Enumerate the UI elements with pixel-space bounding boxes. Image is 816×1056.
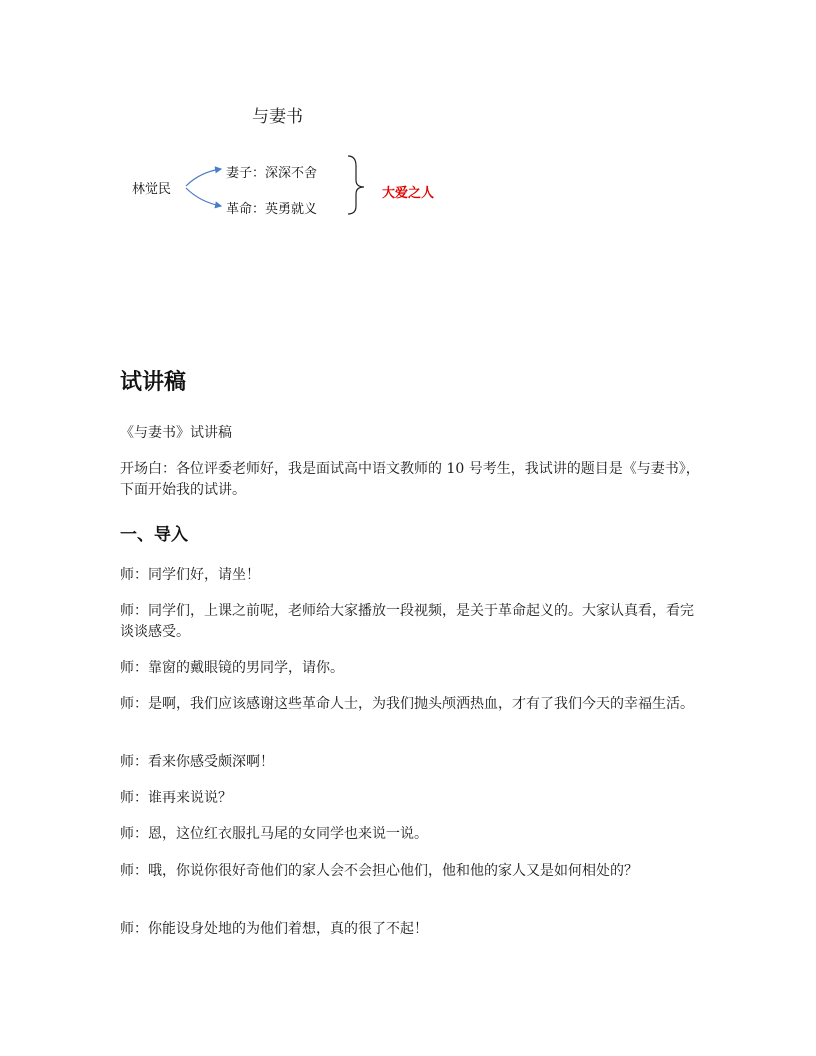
dialogue-line: 师：哦，你说你很好奇他们的家人会不会担心他们，他和他的家人又是如何相处的？ bbox=[120, 863, 638, 879]
dialogue-line: 师：谁再来说说？ bbox=[120, 790, 232, 806]
diagram-root-node: 林觉民 bbox=[132, 182, 172, 197]
dialogue-line: 师：是啊，我们应该感谢这些革命人士，为我们抛头颅洒热血，才有了我们今天的幸福生活。 bbox=[120, 696, 694, 712]
dialogue-line: 师：同学们，上课之前呢，老师给大家播放一段视频，是关于革命起义的。大家认真看，看完谈谈感受。 bbox=[120, 603, 694, 640]
section-title: 一、导入 bbox=[120, 525, 188, 545]
arrow-to-bottom-branch bbox=[186, 188, 221, 206]
diagram-title: 与妻书 bbox=[252, 107, 303, 127]
page-heading: 试讲稿 bbox=[120, 370, 187, 395]
diagram-branch-top: 妻子：深深不舍 bbox=[226, 166, 318, 181]
opening-remarks: 开场白：各位评委老师好，我是面试高中语文教师的 10 号考生，我试讲的题目是《与妻书》，下面开始我的试讲。 bbox=[120, 461, 700, 498]
diagram-conclusion: 大爱之人 bbox=[382, 186, 435, 201]
dialogue-line: 师：靠窗的戴眼镜的男同学，请你。 bbox=[120, 660, 344, 676]
arrow-to-top-branch bbox=[186, 169, 221, 186]
diagram-connectors bbox=[0, 0, 816, 260]
subtitle: 《与妻书》试讲稿 bbox=[120, 425, 232, 441]
dialogue-line: 师：看来你感受颇深啊！ bbox=[120, 754, 274, 770]
diagram-branch-bottom: 革命：英勇就义 bbox=[226, 202, 318, 217]
dialogue-line: 师：同学们好，请坐！ bbox=[120, 567, 260, 583]
dialogue-line: 师：你能设身处地的为他们着想，真的很了不起！ bbox=[120, 921, 428, 937]
dialogue-line: 师：恩，这位红衣服扎马尾的女同学也来说一说。 bbox=[120, 826, 428, 842]
right-brace bbox=[348, 156, 364, 214]
